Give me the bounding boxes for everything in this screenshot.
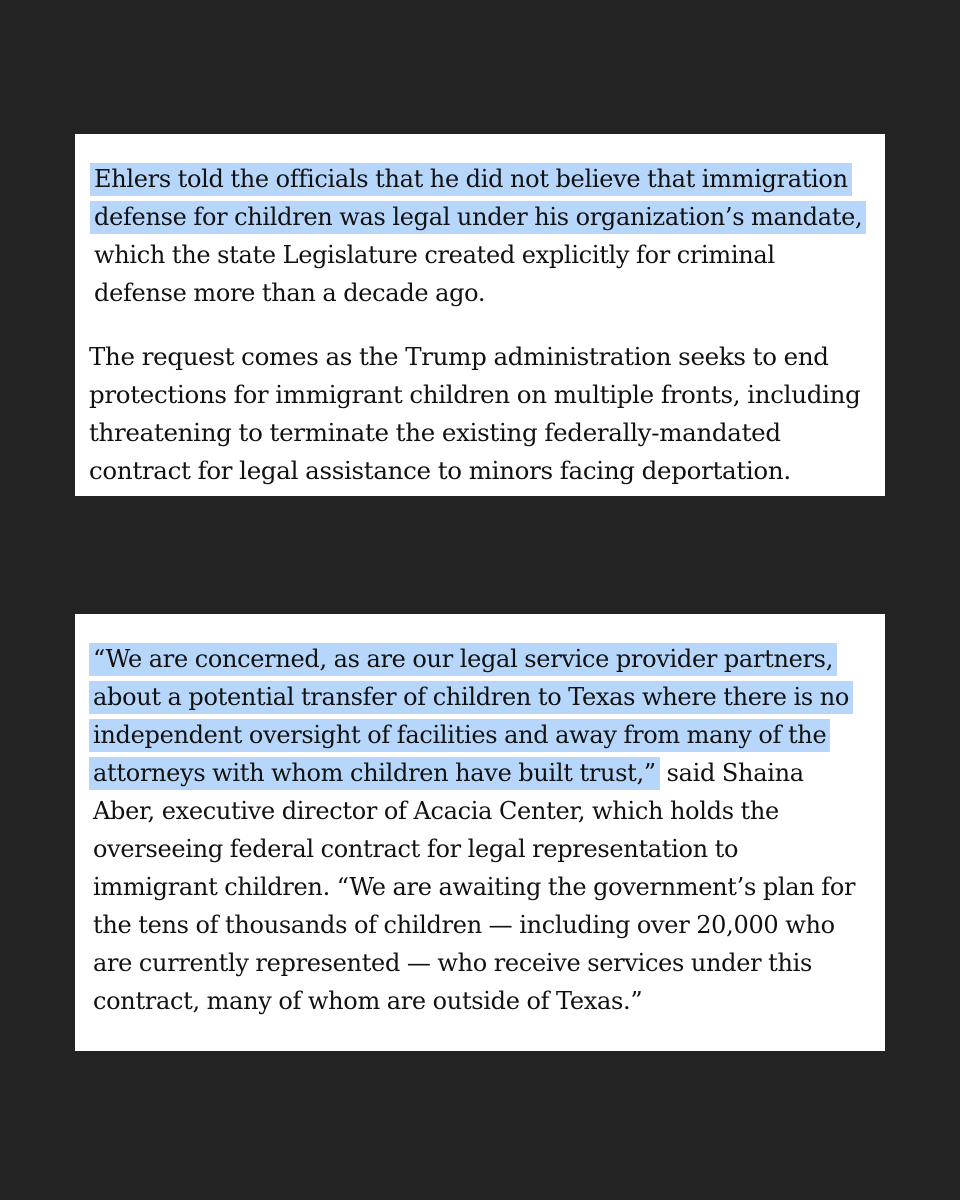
paragraph-line: protections for immigrant children on multiple fronts, including: [89, 380, 861, 409]
highlighted-text: “We are concerned, as are our legal service provider partners,: [89, 643, 837, 676]
highlighted-text: independent oversight of facilities and away from many of the: [89, 719, 830, 752]
paragraph-line: threatening to terminate the existing federally-mandated: [89, 418, 781, 447]
highlighted-text: about a potential transfer of children to Texas where there is no: [89, 681, 853, 714]
paragraph-line: the tens of thousands of children — including over 20,000 who: [93, 911, 835, 939]
paragraph-line: Aber, executive director of Acacia Center, which holds the: [93, 797, 779, 825]
highlighted-text: Ehlers told the officials that he did not believe that immigration: [90, 163, 852, 196]
article-excerpt-card-1: [75, 134, 885, 496]
paragraph-line: contract, many of whom are outside of Texas.”: [93, 987, 643, 1015]
paragraph-line: contract for legal assistance to minors facing deportation.: [89, 456, 791, 485]
paragraph-line: The request comes as the Trump administration seeks to end: [89, 342, 829, 371]
paragraph-line: are currently represented — who receive services under this: [93, 949, 813, 977]
paragraph-ehlers[interactable]: [94, 160, 866, 312]
paragraph-line: overseeing federal contract for legal representation to: [93, 835, 739, 863]
highlighted-text: defense for children was legal under his organization’s mandate,: [90, 201, 866, 234]
paragraph-text: said Shaina: [659, 759, 804, 787]
paragraph-aber-quote[interactable]: [93, 640, 855, 1020]
article-excerpt-card-2: [75, 614, 885, 1051]
paragraph-line: immigrant children. “We are awaiting the government’s plan for: [93, 873, 856, 901]
paragraph-request[interactable]: [89, 338, 860, 490]
paragraph-line: which the state Legislature created explicitly for criminal: [94, 241, 775, 269]
paragraph-line: defense more than a decade ago.: [94, 279, 486, 307]
highlighted-text: attorneys with whom children have built trust,”: [89, 757, 660, 790]
